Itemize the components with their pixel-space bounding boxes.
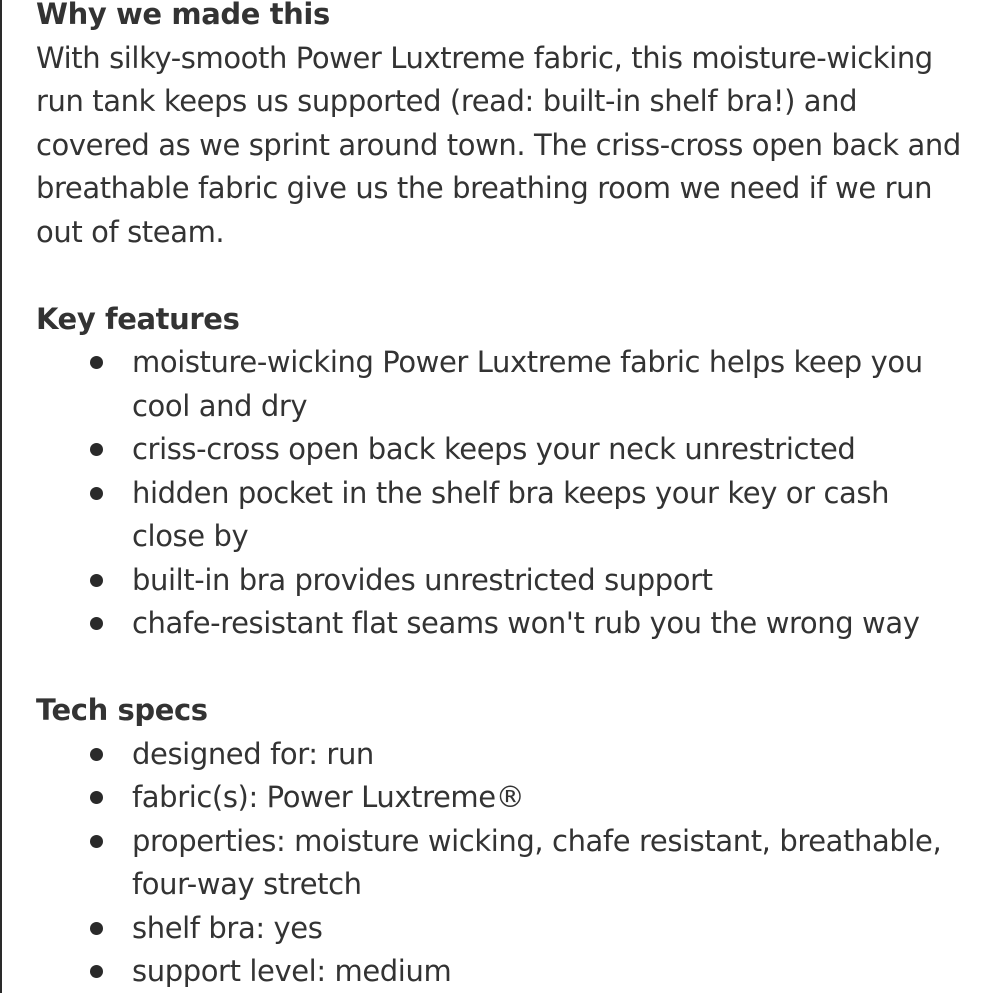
list-item (132, 950, 962, 994)
key-features-section (36, 298, 980, 646)
feature-text: built-in bra provides unrestricted support (132, 562, 713, 597)
list-item (132, 472, 962, 559)
tech-specs-heading: Tech specs (36, 693, 208, 727)
key-features-heading: Key features (36, 301, 240, 336)
why-heading: Why we made this (36, 0, 330, 31)
spec-text: properties: moisture wicking, chafe resistant, breathable, four-way stretch (132, 823, 942, 901)
section-spacer (36, 646, 980, 690)
list-item (132, 776, 962, 820)
list-item (132, 428, 962, 472)
key-features-list (36, 341, 980, 646)
why-body-text: With silky-smooth Power Luxtreme fabric, this moisture-wicking run tank keeps us supported (read: built-in shelf bra!) and covered as we sprint around town. The criss-cross open back and breathable fabric give us the breathing room we need if we run out of steam. (36, 40, 961, 249)
list-item (132, 907, 962, 951)
bullet-icon (90, 443, 103, 456)
list-item (132, 559, 962, 603)
feature-text: criss-cross open back keeps your neck unrestricted (132, 432, 856, 466)
list-item (132, 341, 962, 428)
list-item (132, 820, 962, 907)
bullet-icon (90, 922, 103, 935)
bullet-icon (90, 574, 103, 587)
spec-text: fabric(s): Power Luxtreme® (132, 780, 525, 814)
spec-text: shelf bra: yes (132, 910, 323, 945)
list-item (132, 733, 962, 777)
bullet-icon (90, 965, 103, 978)
bullet-icon (90, 487, 103, 500)
bullet-icon (90, 748, 103, 761)
bullet-icon (90, 356, 103, 369)
left-border (0, 0, 2, 993)
spec-text: support level: medium (132, 954, 452, 988)
tech-specs-list (36, 733, 980, 994)
feature-text: chafe-resistant flat seams won't rub you the wrong way (132, 606, 920, 640)
feature-text: moisture-wicking Power Luxtreme fabric helps keep you cool and dry (132, 345, 923, 423)
list-item (132, 602, 962, 646)
why-we-made-this-section (36, 0, 980, 254)
tech-specs-section (36, 689, 980, 994)
bullet-icon (90, 617, 103, 630)
spec-text: designed for: run (132, 736, 374, 771)
feature-text: hidden pocket in the shelf bra keeps your key or cash close by (132, 475, 890, 553)
section-spacer (36, 254, 980, 298)
bullet-icon (90, 835, 103, 848)
bullet-icon (90, 791, 103, 804)
